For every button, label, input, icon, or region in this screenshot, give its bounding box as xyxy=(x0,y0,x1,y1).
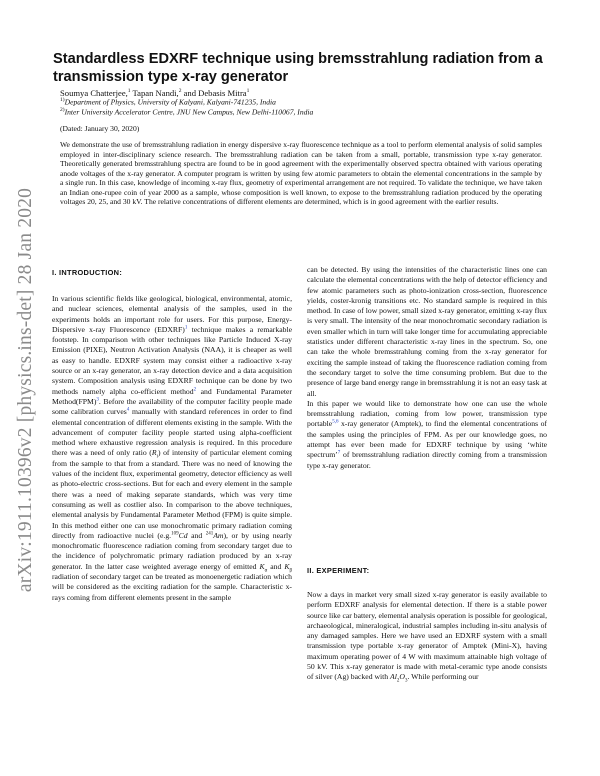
citation-7[interactable]: 7 xyxy=(337,450,341,456)
section-heading-introduction: I. INTRODUCTION: xyxy=(52,268,123,277)
citation-4[interactable]: 4 xyxy=(126,407,130,413)
author-1-mark: 1 xyxy=(127,88,131,94)
abstract: We demonstrate the use of bremsstrahlung radiation in energy dispersive x-ray fluorescence technique as a tool to perform elemental analysis of solid samples employed in inter-disciplinary science research. The bremsstrahlung radiation can be taken from a small, portable, transmission type x-ray generator. Theoretically generated bremsstrahlung spectra are found to be in good agreement with the experimentally observed spectra obtained with various operating anode voltages of the x-ray generator. A computer program is written by using few atomic parameters to obtain the elemental concentrations in the sample by a single run. In this case, knowledge of incoming x-ray flux, geometry of experimental arrangement are not required. To validate the technique, we have taken an Indian one-rupee coin of year 2000 as a sample, whose composition is well known, to expose to the bremsstrahlung radiation produced by the operating voltages 20, 25, and 30 kV. The relative concentrations of different elements are determined, which is in good agreement with the earlier results. xyxy=(60,140,542,206)
experiment-paragraph-1: Now a days in market very small sized x-ray generator is easily available to perform EDXRF analysis for elemental detection. If there is a stable power source like car battery, elemental analysis operation is possible for geological, archaeological, mineralogical, industrial samples including in-situ analysis of any damaged samples. Here we have used an EDXRF system with a small transmission type portable x-ray generator of Amptek (Mini-X), having maximum operating power of 4 W with maximum attainable high voltage of 50 kV. This x-ray generator is made with metal-ceramic type anode consists of silver (Ag) backed with $Al_2O_3$. While performing our xyxy=(307,590,547,684)
intro-paragraph-1: In various scientific fields like geological, biological, environmental, atomic, and nuclear sciences, elemental analysis of the samples, used in the experiments holds an important role for users. For this purpose, Energy-Dispersive x-ray Fluorescence (EDXRF)$^1$ technique makes a remarkable footstep. In comparison with other techniques like Particle Induced X-ray Emission (PIXE), Neutron Activation Analysis (NAA), it is cheaper as well as easy to handle. EDXRF system may consist either a radioactive x-ray source or an x-ray generator, an x-ray detection device and a data acquisition system. Composition analysis using EDXRF technique can be done by two methods namely alpha co-efficient method$^2$ and Fundamental Parameter Method(FPM)$^3$. Before the availability of the computer facility people made some calibration curves$^4$ manually with standard references in order to find elemental concentration of different elements existing in the sample. With the advancement of computer facility people started using alpha-coefficient method where exhaustive regression analysis is required. In this procedure there was a need of only ratio $(R_i)$ of intensity of particular element coming from the sample to that from a standard. There was no need of knowing the values of the incident flux, experimental geometry, detector efficiency as well as photo-electric cross-sections. But for each and every element in the sample there was a need of making separate standards, which was very time consuming as well as costlier also. In comparison to the above techniques, elemental analysis by Fundamental Parameter Method (FPM) is quite simple. In this method either one can use monochromatic primary radiation coming directly from radioactive nuclei (e.g.$^{109}$Cd and $^{241}$Am), or by using nearly monochromatic fluorescence radiation coming from secondary target due to the incidence of polychromatic primary radiation produced by an x-ray generator. In the latter case weighted average energy of emitted $K_\alpha$ and $K_\beta$ radiation of secondary target can be treated as monoenergetic radiation which will be considered as the exciting radiation for the sample. Characteristic x-rays coming from different elements present in the sample xyxy=(52,294,293,602)
arxiv-identifier xyxy=(6,170,46,610)
author-2-mark: 2 xyxy=(178,88,182,94)
author-1: Soumya Chatterjee, xyxy=(60,87,128,98)
right-column xyxy=(307,265,547,471)
affiliation-2-mark: 2) xyxy=(60,107,65,113)
paper-title: Standardless EDXRF technique using bremsstrahlung radiation from a transmission type x-ray generator xyxy=(53,51,543,85)
citation-2[interactable]: 2 xyxy=(193,387,197,393)
citation-5-6[interactable]: 5,6 xyxy=(332,419,339,425)
author-2: Tapan Nandi, xyxy=(132,87,179,98)
affiliation-1-mark: 1) xyxy=(60,97,65,103)
intro-paragraph-2: can be detected. By using the intensities of the characteristic lines one can calculate the elemental concentrations with the help of detector efficiency and few atomic parameters such as photo-ionization cross-section, fluorescence yields, coster-kronig transitions etc. No standard sample is required in this method. In case of low power, small sized x-ray generator, emitting x-ray flux is very small. The intensity of the near monochromatic secondary radiation is even smaller which in turn will take longer time for accumulating appreciable statistics under different characteristic x-ray lines in the spectrum. So, one can take the whole bremsstrahlung coming from the x-ray generator for exciting the sample instead of taking the fluorescence radiation coming from the secondary target to solve the time consuming problem. But due to the presence of large band energy range in bremsstrahlung it is not an easy task at all. xyxy=(307,265,547,398)
citation-3[interactable]: 3 xyxy=(96,397,99,403)
section-heading-experiment: II. EXPERIMENT: xyxy=(307,566,370,575)
affiliation-2-text: Inter University Accelerator Centre, JNU New Campus, New Delhi-110067, India xyxy=(64,107,314,117)
left-column xyxy=(52,294,292,603)
intro-paragraph-3: In this paper we would like to demonstrate how one can use the whole bremsstrahlung radiation, coming from low power, transmission type portable$^{5,6}$ x-ray generator (Amptek), to find the elemental concentrations of the samples using the principles of FPM. As per our knowledge goes, no attempt has ever been made for EDXRF technique by using ‘white spectrum’$^7$ of bremsstrahlung radiation directly coming from a transmission type x-ray generator. xyxy=(307,398,547,470)
arxiv-id-text: arXiv:1911.10396v2 [physics.ins-det] 28 Jan 2020 xyxy=(15,187,36,593)
citation-1[interactable]: 1 xyxy=(184,325,188,331)
affiliation-2 xyxy=(60,106,560,117)
experiment-column xyxy=(307,590,547,683)
author-3-mark: 1 xyxy=(246,88,250,94)
date-line: (Dated: January 30, 2020) xyxy=(60,124,140,133)
affiliation-1-text: Department of Physics, University of Kalyani, Kalyani-741235, India xyxy=(64,97,276,107)
author-3: and Debasis Mitra xyxy=(183,87,247,98)
